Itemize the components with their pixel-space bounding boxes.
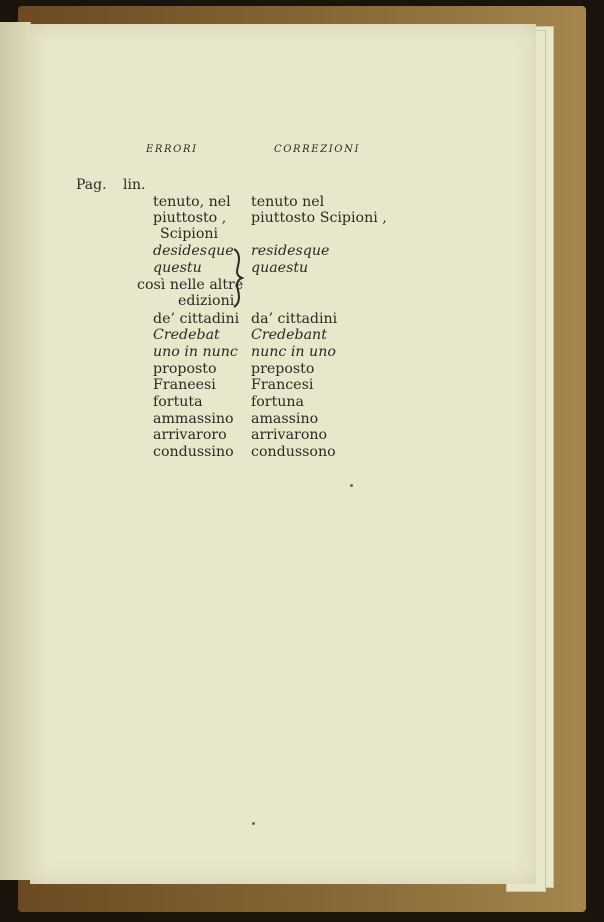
error-text: edizioni — [178, 293, 235, 309]
error-text: Credebat — [153, 327, 220, 343]
error-text: fortuta — [153, 394, 203, 410]
curly-brace — [230, 248, 246, 308]
left-page-edge — [0, 22, 31, 880]
correction-text: nunc in uno — [251, 344, 336, 360]
correction-text: piuttosto Scipioni , — [251, 210, 387, 226]
errata-page — [30, 24, 536, 884]
page-column-header: Pag. — [76, 177, 107, 193]
error-text: uno in nunc — [153, 344, 238, 360]
correction-text: Credebant — [251, 327, 327, 343]
correction-text: condussono — [251, 444, 336, 460]
error-text: questu — [153, 260, 202, 276]
error-text: ammassino — [153, 411, 234, 427]
error-text: Franeesi — [153, 377, 216, 393]
correction-text: quaestu — [251, 260, 309, 276]
error-text: de’ cittadini — [153, 311, 240, 327]
error-text: così nelle altre — [137, 277, 244, 293]
correction-text: arrivarono — [251, 427, 328, 443]
correction-text: Francesi — [251, 377, 314, 393]
correction-text: tenuto nel — [251, 194, 325, 210]
line-column-header: lin. — [123, 177, 146, 193]
error-text: desidesque — [153, 243, 234, 259]
error-text: tenuto, nel — [153, 194, 231, 210]
errors-header: ERRORI — [146, 144, 198, 155]
paper-spot — [252, 822, 255, 825]
correction-text: fortuna — [251, 394, 305, 410]
error-text: Scipioni — [160, 226, 219, 242]
correction-text: residesque — [251, 243, 330, 259]
correction-text: preposto — [251, 361, 315, 377]
error-text: arrivaroro — [153, 427, 227, 443]
correction-text: amassino — [251, 411, 319, 427]
error-text: proposto — [153, 361, 217, 377]
correction-text: da’ cittadini — [251, 311, 338, 327]
corrections-header: CORREZIONI — [274, 144, 361, 155]
paper-spot — [350, 484, 353, 487]
error-text: piuttosto , — [153, 210, 227, 226]
error-text: condussino — [153, 444, 234, 460]
